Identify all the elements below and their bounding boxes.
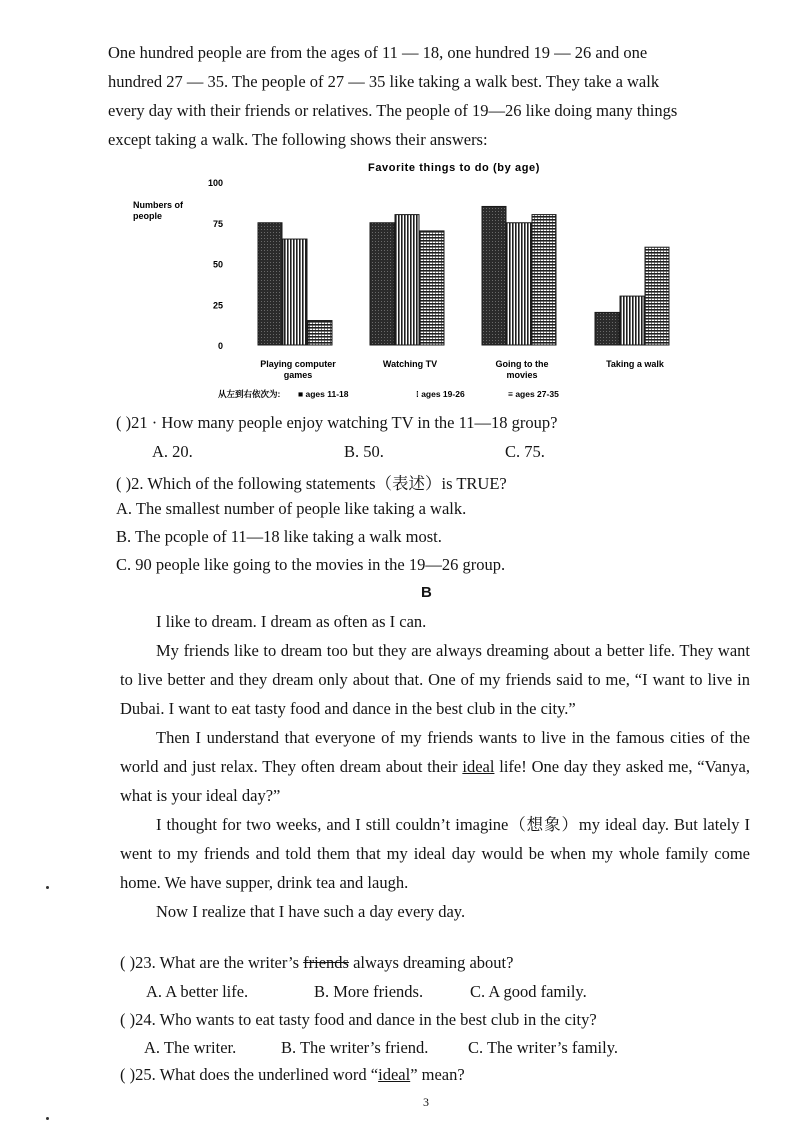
section-b-passage [120,607,750,926]
question-21-option-b: B. 50. [344,442,384,461]
question-23-option-a: A. A better life. [146,982,249,1001]
x-category-label: Going to the [495,359,549,369]
legend-entry-ages-27-35: ≡ ages 27-35 [508,389,559,399]
question-21-option-a: A. 20. [152,442,193,461]
question-25-stem-text: ” mean? [410,1065,465,1084]
y-tick-label: 50 [212,259,223,270]
question-22-stem: ( )2. Which of the following statements（表述）is TRUE? [116,474,507,493]
x-category-label: games [283,370,313,380]
bar-playing-computer-games-ages-27-35 [308,321,332,345]
x-category-label: movies [506,370,538,380]
legend-prefix: 从左到右依次为: [218,389,281,399]
question-21-option-c: C. 75. [505,442,545,461]
passage-paragraph-2: My friends like to dream too but they are always dreaming about a better life. They want to live better and they dream only about that. One of my friends said to me, “I want to live in Dubai. I want to eat tasty food and dance in the best club in the city.” [120,641,750,718]
chart-svg [128,150,688,400]
bar-taking-a-walk-ages-11-18 [595,312,619,345]
question-22-option-b: B. The pcople of 11—18 like taking a walk most. [116,527,442,546]
bar-going-to-the-movies-ages-27-35 [532,215,556,345]
question-24-option-a: A. The writer. [144,1038,237,1057]
favorite-things-chart [128,150,688,405]
question-22-option-c: C. 90 people like going to the movies in the 19—26 group. [116,555,506,574]
question-24-stem: ( )24. Who wants to eat tasty food and dance in the best club in the city? [120,1010,597,1029]
passage-paragraph-3-text: life! One day they asked me, “Vanya, what is your ideal day?” [120,757,750,805]
intro-line: One hundred people are from the ages of 11 — 18, one hundred 19 — 26 and one [108,43,648,62]
bar-taking-a-walk-ages-27-35 [645,247,669,345]
question-23-option-c: C. A good family. [470,982,587,1001]
question-25-stem [120,1065,465,1085]
question-25-stem-text: ( )25. What does the underlined word “ [120,1065,379,1084]
passage-paragraph-5: Now I realize that I have such a day every day. [156,902,466,921]
question-23-stem-text: always dreaming about? [348,953,514,972]
scan-speck [46,1117,49,1120]
intro-line: except taking a walk. The following shows their answers: [108,130,488,149]
underlined-word-ideal: ideal [462,757,495,776]
passage-paragraph-1: I like to dream. I dream as often as I can. [156,612,427,631]
struck-word-friends: friends [303,953,349,972]
passage-paragraph-3-text: Then I understand that everyone of my friends wants to live in the famous cities of the world and just relax. They often dream about their [120,728,750,776]
y-axis-label-line2: people [133,211,163,221]
bar-taking-a-walk-ages-19-26 [620,296,644,345]
section-b-heading: B [421,584,432,601]
question-23-option-b: B. More friends. [314,982,424,1001]
question-23-stem [120,953,513,973]
bar-playing-computer-games-ages-19-26 [283,239,307,345]
question-21-stem: ( )21 · How many people enjoy watching TV in the 11—18 group? [116,413,558,432]
legend-entry-ages-19-26: ⁞ ages 19-26 [416,389,465,399]
passage-paragraph-3 [120,723,750,810]
bar-watching-tv-ages-11-18 [370,223,394,345]
question-23-stem-text: ( )23. What are the writer’s [120,953,304,972]
y-tick-label: 75 [212,218,223,229]
bar-watching-tv-ages-19-26 [395,215,419,345]
scan-speck [46,886,49,889]
legend-entry-ages-11-18: ■ ages 11-18 [298,389,349,399]
underlined-word-ideal: ideal [378,1065,411,1084]
y-tick-label: 25 [212,300,223,311]
intro-paragraph [108,38,740,154]
page-number: 3 [423,1095,429,1109]
bar-going-to-the-movies-ages-11-18 [482,206,506,345]
bar-playing-computer-games-ages-11-18 [258,223,282,345]
question-24-option-c: C. The writer’s family. [468,1038,618,1057]
intro-line: hundred 27 — 35. The people of 27 — 35 like taking a walk best. They take a walk [108,72,660,91]
y-tick-label: 0 [217,341,223,351]
x-category-label: Playing computer [260,359,336,369]
bar-watching-tv-ages-27-35 [420,231,444,345]
question-24-option-b: B. The writer’s friend. [281,1038,429,1057]
x-category-label: Watching TV [382,359,438,369]
intro-line: every day with their friends or relatives. The people of 19—26 like doing many things [108,101,678,120]
x-category-label: Taking a walk [606,359,664,369]
y-tick-label: 100 [207,178,223,188]
passage-paragraph-4: I thought for two weeks, and I still couldn’t imagine（想象）my ideal day. But lately I went to my friends and told them that my ideal day would be when my whole family come home. We have supper, drink tea and laugh. [120,815,750,892]
question-22-option-a: A. The smallest number of people like taking a walk. [116,499,467,518]
y-axis-label-line1: Numbers of [133,200,184,210]
bar-going-to-the-movies-ages-19-26 [507,223,531,345]
chart-title: Favorite things to do (by age) [368,162,541,174]
